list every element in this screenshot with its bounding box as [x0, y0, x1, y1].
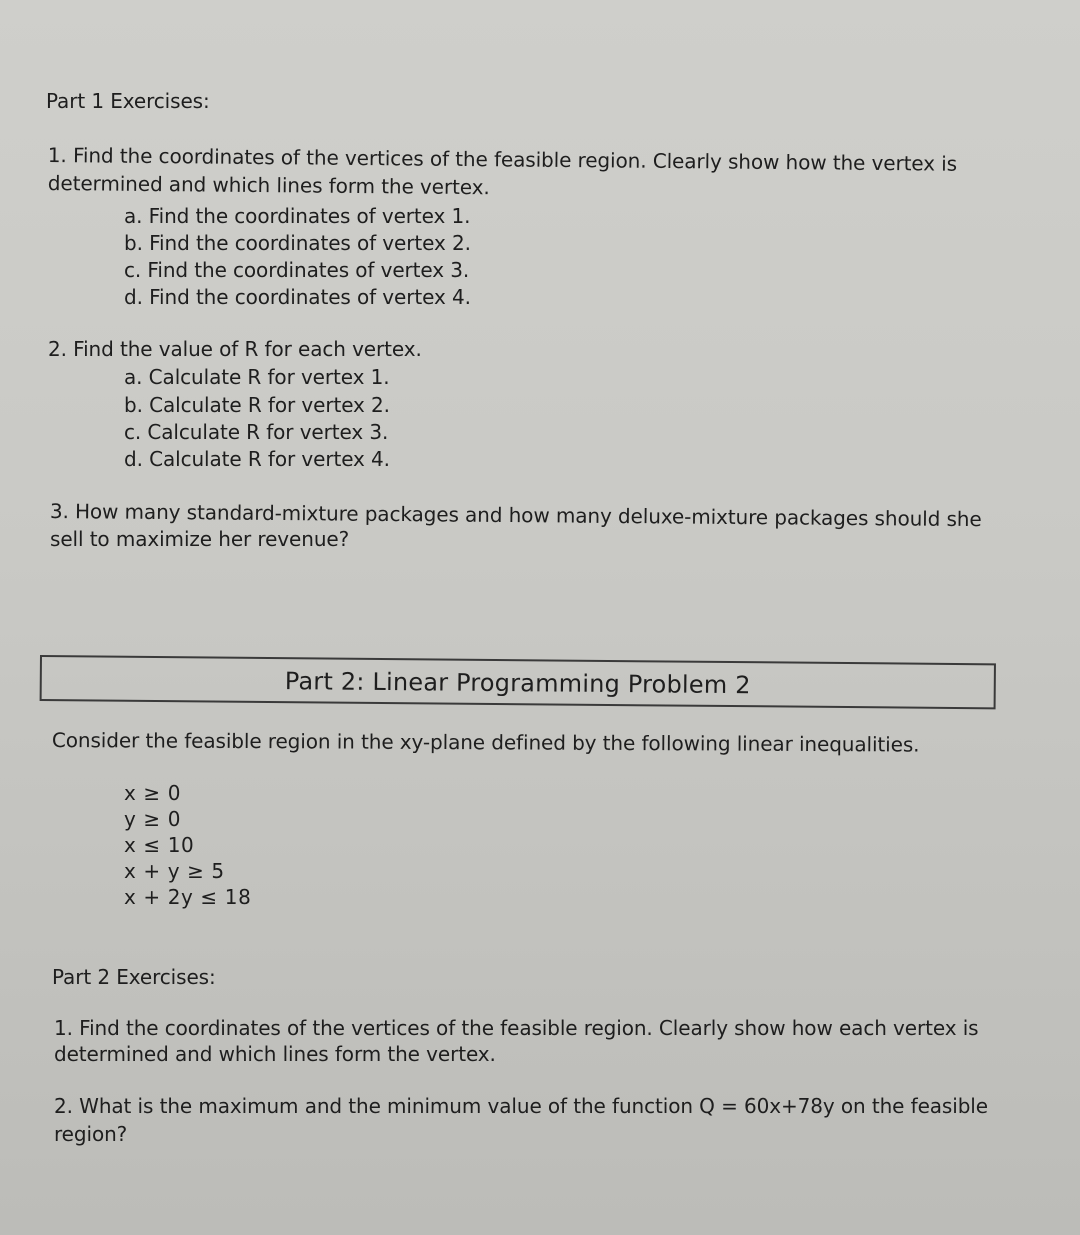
- part1-q1-item-b: b. Find the coordinates of vertex 2.: [124, 231, 471, 255]
- part1-q1-item-a: a. Find the coordinates of vertex 1.: [124, 204, 471, 228]
- part2-intro: Consider the feasible region in the xy-plane defined by the following linear inequalities.: [51, 728, 920, 757]
- part1-q1-item-d: d. Find the coordinates of vertex 4.: [124, 285, 471, 309]
- part2-q2-line2: region?: [54, 1122, 128, 1146]
- part1-exercises-heading: Part 1 Exercises:: [46, 89, 210, 113]
- part1-q2-item-b: b. Calculate R for vertex 2.: [124, 393, 390, 417]
- inequality-y-nonneg: y ≥ 0: [124, 807, 182, 831]
- part2-title: Part 2: Linear Programming Problem 2: [284, 667, 751, 700]
- part1-q2-item-c: c. Calculate R for vertex 3.: [124, 420, 389, 444]
- inequality-x-max: x ≤ 10: [124, 833, 195, 857]
- inequality-x-plus-y: x + y ≥ 5: [124, 859, 225, 883]
- part2-q2-line1: 2. What is the maximum and the minimum value of the function Q = 60x+78y on the feasible: [54, 1094, 988, 1118]
- part1-q1-line1: 1. Find the coordinates of the vertices of the feasible region. Clearly show how the vertex is: [47, 142, 958, 176]
- part1-q2-line1: 2. Find the value of R for each vertex.: [48, 337, 422, 361]
- part2-q1-line1: 1. Find the coordinates of the vertices of the feasible region. Clearly show how each vertex is: [54, 1016, 979, 1040]
- part1-q3-line1: 3. How many standard-mixture packages and how many deluxe-mixture packages should she: [49, 498, 982, 532]
- inequality-x-nonneg: x ≥ 0: [124, 781, 182, 805]
- part1-q1-item-c: c. Find the coordinates of vertex 3.: [124, 258, 470, 282]
- part2-title-box: [40, 655, 996, 709]
- part1-q2-item-d: d. Calculate R for vertex 4.: [124, 447, 390, 471]
- inequality-x-plus-2y: x + 2y ≤ 18: [124, 885, 252, 909]
- part2-q1-line2: determined and which lines form the vertex.: [54, 1042, 496, 1066]
- part1-q1-line2: determined and which lines form the vertex.: [47, 170, 490, 200]
- part2-exercises-heading: Part 2 Exercises:: [52, 965, 216, 989]
- part1-q3-line2: sell to maximize her revenue?: [50, 527, 350, 551]
- part1-q2-item-a: a. Calculate R for vertex 1.: [124, 365, 390, 389]
